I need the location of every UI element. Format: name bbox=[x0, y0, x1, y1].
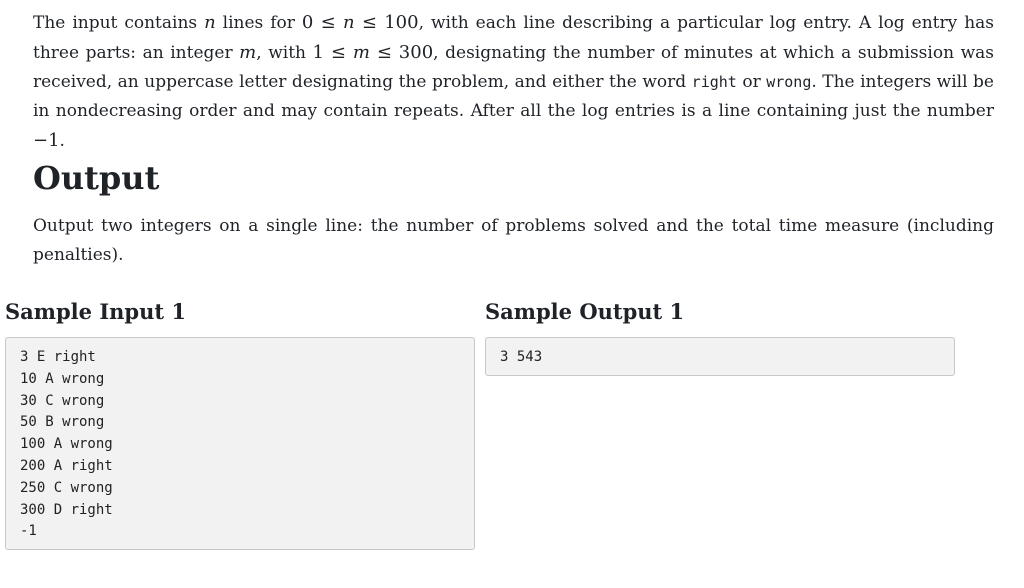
math-var: n bbox=[342, 12, 355, 33]
problem-statement bbox=[33, 8, 995, 265]
math-m-range bbox=[313, 42, 434, 63]
sample-input-line: 250 C wrong bbox=[20, 479, 113, 496]
sample-output-box[interactable] bbox=[485, 337, 955, 376]
sample-input-section bbox=[5, 296, 475, 550]
math-var: m bbox=[352, 42, 370, 63]
text-run: . bbox=[59, 131, 65, 151]
sample-output-line: 3 543 bbox=[500, 349, 543, 365]
math-n bbox=[204, 12, 216, 33]
sample-input-line: 100 A wrong bbox=[20, 436, 113, 453]
sample-output-title: Sample Output 1 bbox=[485, 299, 685, 324]
sample-input-box[interactable] bbox=[5, 337, 475, 550]
sample-input-line: -1 bbox=[20, 523, 37, 540]
sample-input-line: 10 A wrong bbox=[20, 370, 105, 387]
text-run: , with bbox=[256, 43, 313, 63]
sample-input-line: 3 E right bbox=[20, 349, 96, 365]
code-wrong: wrong bbox=[766, 73, 812, 91]
code-right: right bbox=[691, 73, 737, 91]
sample-output-section bbox=[485, 296, 955, 376]
math-part: ≤ 100 bbox=[354, 12, 419, 33]
math-var: n bbox=[204, 12, 216, 33]
sample-input-line: 200 A right bbox=[20, 457, 113, 474]
text-run: , with each line describing a particular log entry. A log entry has three parts: an integer bbox=[33, 13, 995, 63]
text-run: or bbox=[736, 72, 767, 92]
sample-input-line: 300 D right bbox=[20, 501, 113, 518]
sample-input-line: 50 B wrong bbox=[20, 414, 105, 431]
math-part: 1 ≤ bbox=[312, 42, 353, 63]
text-run: , designating the number of minutes at which a submission was received, an uppercase letter designating the problem, and either the word bbox=[33, 43, 995, 92]
math-part: ≤ 300 bbox=[369, 42, 434, 63]
text-run: The input contains bbox=[33, 13, 205, 33]
input-description bbox=[33, 8, 994, 156]
sample-input-title: Sample Input 1 bbox=[5, 299, 186, 324]
math-var: m bbox=[239, 42, 257, 63]
output-description: Output two integers on a single line: the number of problems solved and the total time measure (including penalties). bbox=[33, 216, 994, 265]
sample-input-line: 30 C wrong bbox=[20, 392, 105, 409]
math-part: 0 ≤ bbox=[301, 12, 343, 33]
math-m bbox=[239, 42, 256, 63]
text-run: . The integers will be in nondecreasing order and may contain repeats. After all the log entries is a line containing just the number bbox=[33, 72, 994, 121]
output-heading: Output bbox=[33, 159, 160, 197]
text-run: lines for bbox=[215, 13, 302, 33]
math-minus-one: −1 bbox=[33, 130, 60, 151]
math-n-range bbox=[302, 12, 419, 33]
